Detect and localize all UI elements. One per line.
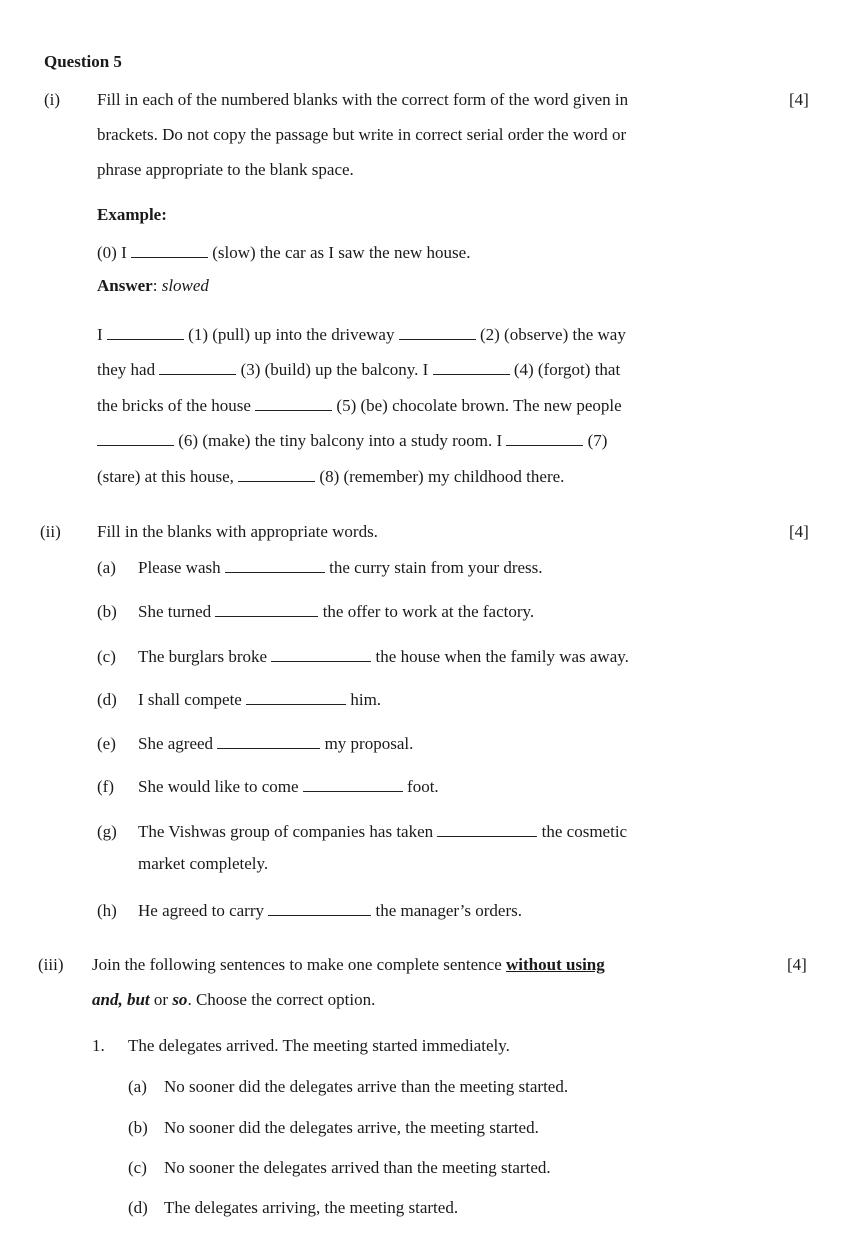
list-item (97, 820, 627, 842)
item-pre: The Vishwas group of companies has taken (138, 822, 434, 842)
blank-5 (255, 394, 332, 411)
answer-value: slowed (161, 276, 209, 295)
item-pre: She would like to come (138, 777, 299, 797)
passage-line-3 (97, 394, 622, 416)
instruction-text: Join the following sentences to make one complete sentence (92, 955, 502, 974)
item-blank (246, 688, 346, 705)
passage-text: I (97, 325, 103, 345)
example-label: Example: (97, 205, 167, 224)
option-b (128, 1118, 539, 1138)
example-blank (131, 241, 208, 258)
item-label: (c) (97, 647, 116, 667)
list-item (97, 775, 439, 797)
option-label: (b) (128, 1118, 148, 1137)
item-label: (a) (97, 558, 116, 578)
passage-text: (6) (make) the tiny balcony into a study room. I (178, 431, 503, 451)
example-pre: (0) I (97, 243, 127, 263)
item-blank (225, 556, 325, 573)
item-label: (h) (97, 901, 117, 921)
answer-colon: : (152, 276, 158, 295)
item-label: (e) (97, 734, 116, 754)
question-text: The delegates arrived. The meeting started immediately. (128, 1036, 510, 1055)
option-text: No sooner the delegates arrived than the meeting started. (164, 1158, 551, 1177)
passage-text: they had (97, 360, 156, 380)
item-pre: I shall compete (138, 690, 242, 710)
part-i-instruction-line-2: brackets. Do not copy the passage but write in correct serial order the word or (97, 125, 627, 144)
item-pre: The burglars broke (138, 647, 268, 667)
part-iii-instruction-line-2 (92, 990, 375, 1010)
option-d (128, 1198, 458, 1218)
part-iii-instruction-line-1 (92, 955, 605, 975)
part-i-instruction-line-3: phrase appropriate to the blank space. (97, 160, 354, 179)
instruction-text: or (153, 990, 169, 1009)
passage-line-1 (97, 323, 626, 345)
option-label: (a) (128, 1077, 147, 1096)
item-pre: She turned (138, 602, 212, 622)
blank-4 (433, 358, 510, 375)
option-label: (c) (128, 1158, 147, 1177)
item-post: the manager’s orders. (375, 901, 523, 921)
passage-line-4 (97, 429, 607, 451)
list-item (97, 556, 543, 578)
example-post: (slow) the car as I saw the new house. (212, 243, 471, 263)
passage-text: (7) (587, 431, 608, 451)
item-blank (437, 820, 537, 837)
part-i-marks: [4] (789, 90, 809, 109)
item-post: foot. (407, 777, 439, 797)
item-blank (215, 600, 318, 617)
question-number: 1. (92, 1036, 105, 1055)
item-post: the curry stain from your dress. (329, 558, 543, 578)
item-label: (g) (97, 822, 117, 842)
part-iii-number: (iii) (38, 955, 64, 974)
item-label: (b) (97, 602, 117, 622)
instruction-emphasis: and, but (92, 990, 150, 1009)
passage-text: (4) (forgot) that (513, 360, 621, 380)
passage-text: (8) (remember) my childhood there. (319, 467, 565, 487)
item-pre: Please wash (138, 558, 221, 578)
answer-label: Answer (97, 276, 153, 295)
blank-1 (107, 323, 184, 340)
option-label: (d) (128, 1198, 148, 1217)
passage-text: (2) (observe) the way (479, 325, 626, 345)
passage-text: (1) (pull) up into the driveway (188, 325, 395, 345)
option-text: No sooner did the delegates arrive, the meeting started. (164, 1118, 539, 1137)
list-item-continuation: market completely. (138, 854, 269, 873)
blank-7 (506, 429, 583, 446)
instruction-emphasis: so (172, 990, 188, 1009)
item-blank (268, 899, 371, 916)
item-blank (303, 775, 403, 792)
item-post: the house when the family was away. (375, 647, 629, 667)
option-text: The delegates arriving, the meeting started. (164, 1198, 459, 1217)
question-title: Question 5 (44, 52, 122, 71)
blank-8 (238, 465, 315, 482)
item-blank (217, 732, 320, 749)
item-label: (d) (97, 690, 117, 710)
part-ii-instruction: Fill in the blanks with appropriate words. (97, 522, 378, 541)
instruction-text: . Choose the correct option. (187, 990, 376, 1009)
blank-3 (159, 358, 236, 375)
list-item (97, 732, 413, 754)
item-label: (f) (97, 777, 114, 797)
passage-text: (stare) at this house, (97, 467, 234, 487)
list-item (97, 645, 629, 667)
list-item (97, 688, 381, 710)
item-post: the cosmetic (541, 822, 628, 842)
list-item (97, 899, 522, 921)
part-iii-marks: [4] (787, 955, 807, 974)
blank-6 (97, 429, 174, 446)
item-blank (271, 645, 371, 662)
option-a (128, 1077, 568, 1097)
part-i-number: (i) (44, 90, 61, 109)
item-post: the offer to work at the factory. (322, 602, 535, 622)
blank-2 (399, 323, 476, 340)
item-post: him. (350, 690, 382, 710)
part-ii-number: (ii) (40, 522, 61, 541)
part-i-instruction-line-1: Fill in each of the numbered blanks with the correct form of the word given in (97, 90, 629, 109)
option-c (128, 1158, 551, 1178)
passage-line-2 (97, 358, 620, 380)
passage-text: (5) (be) chocolate brown. The new people (336, 396, 622, 416)
passage-text: the bricks of the house (97, 396, 251, 416)
option-text: No sooner did the delegates arrive than the meeting started. (164, 1077, 569, 1096)
question-1 (92, 1036, 510, 1056)
instruction-emphasis: without using (506, 955, 605, 974)
part-ii-marks: [4] (789, 522, 809, 541)
passage-text: (3) (build) up the balcony. I (240, 360, 429, 380)
list-item (97, 600, 534, 622)
item-post: my proposal. (324, 734, 414, 754)
example-sentence (97, 241, 470, 263)
passage-line-5 (97, 465, 564, 487)
item-pre: He agreed to carry (138, 901, 265, 921)
item-pre: She agreed (138, 734, 214, 754)
example-answer (97, 276, 209, 296)
